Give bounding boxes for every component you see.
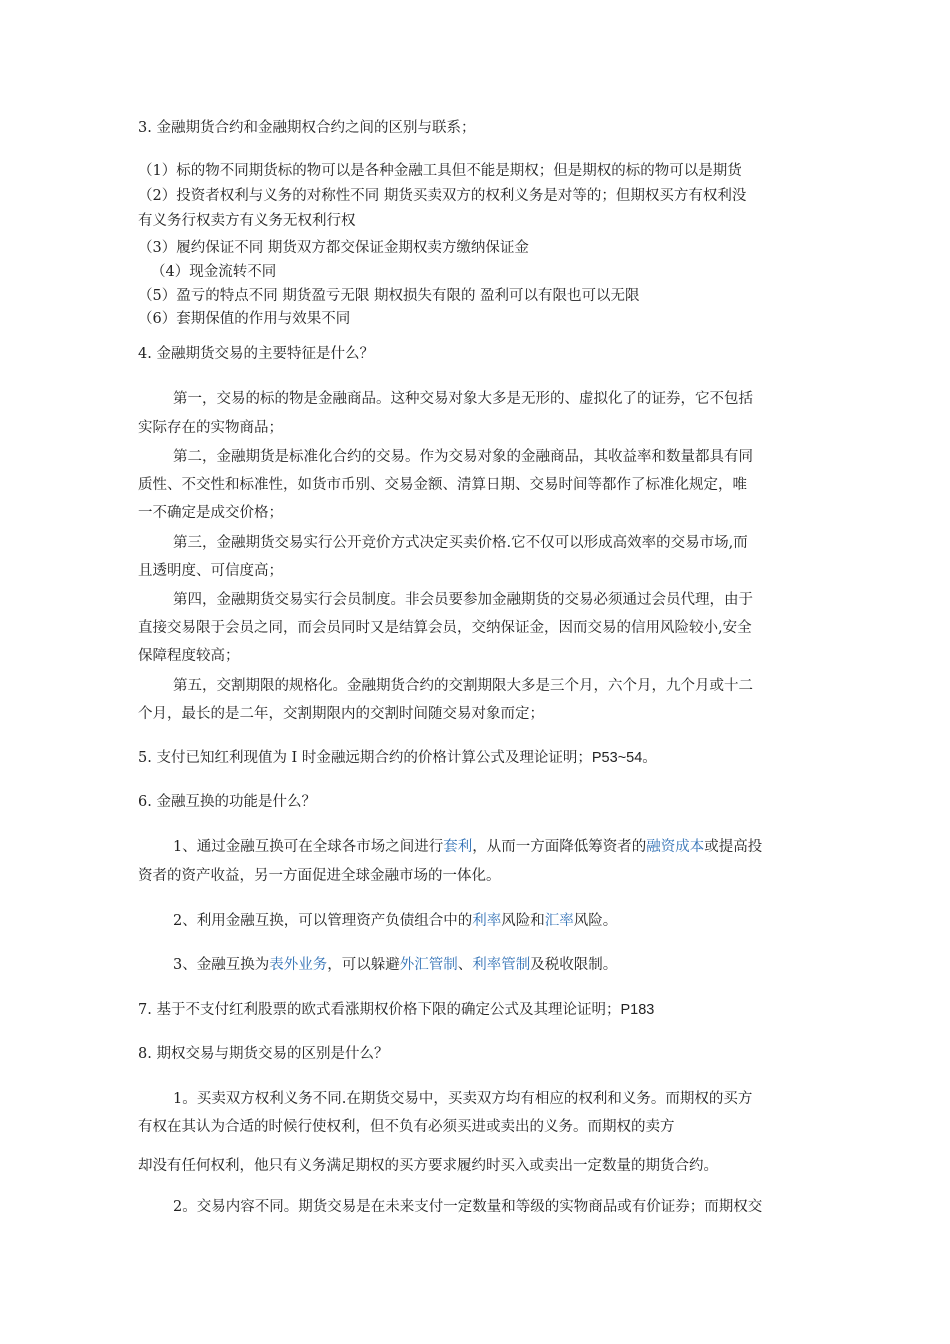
q4-line: 第三，金融期货交易实行公开竞价方式决定买卖价格.它不仅可以形成高效率的交易市场,而 xyxy=(173,535,748,551)
q4-line: 且透明度、可信度高； xyxy=(138,563,283,579)
question-3-title: 3. 金融期货合约和金融期权合约之间的区别与联系； xyxy=(138,120,476,136)
q6-p1-text: ，从而一方面降低筹资者的 xyxy=(472,839,647,855)
q7-text: 7. 基于不支付红利股票的欧式看涨期权价格下限的确定公式及其理论证明； xyxy=(138,1002,621,1018)
q6-p3-text: 及税收限制。 xyxy=(530,957,618,973)
q8-line: 却没有任何权利，他只有义务满足期权的买方要求履约时买入或卖出一定数量的期货合约。 xyxy=(138,1158,718,1174)
link-arbitrage[interactable]: 套利 xyxy=(443,839,473,855)
q4-line: 一不确定是成交价格； xyxy=(138,505,283,521)
q4-line: 保障程度较高； xyxy=(138,648,240,664)
q6-p2-text: 风险和 xyxy=(501,913,545,929)
link-exchange-rate[interactable]: 汇率 xyxy=(544,913,574,929)
q4-line: 实际存在的实物商品； xyxy=(138,420,283,436)
q3-line: （5）盈亏的特点不同 期货盈亏无限 期权损失有限的 盈利可以有限也可以无限 xyxy=(138,288,640,304)
q3-line: （6）套期保值的作用与效果不同 xyxy=(138,311,351,327)
q6-p1-text: 或提高投 xyxy=(704,839,763,855)
q3-line: （4）现金流转不同 xyxy=(151,264,277,280)
q5-text: 5. 支付已知红利现值为 I 时金融远期合约的价格计算公式及理论证明； xyxy=(138,750,592,766)
q8-line: 1。买卖双方权利义务不同.在期货交易中，买卖双方均有相应的权利和义务。而期权的买方 xyxy=(173,1091,753,1107)
q4-line: 质性、不交性和标准性，如货市币别、交易金额、清算日期、交易时间等都作了标准化规定，唯 xyxy=(138,477,747,493)
q8-line: 有权在其认为合适的时候行使权利，但不负有必须买进或卖出的义务。而期权的卖方 xyxy=(138,1119,675,1135)
q6-paragraph-1 xyxy=(173,837,762,857)
q7-page-ref: P183 xyxy=(620,1002,655,1018)
q3-line: 有义务行权卖方有义务无权利行权 xyxy=(138,213,356,229)
q3-line: （2）投资者权利与义务的对称性不同 期货买卖双方的权利义务是对等的；但期权买方有权利没 xyxy=(138,188,747,204)
q6-paragraph-2 xyxy=(173,911,617,931)
question-5-title xyxy=(138,748,657,768)
q4-line: 个月，最长的是二年，交割期限内的交割时间随交易对象而定； xyxy=(138,706,544,722)
q3-line: （3）履约保证不同 期货双方都交保证金期权卖方缴纳保证金 xyxy=(138,240,529,256)
q4-line: 第四，金融期货交易实行会员制度。非会员要参加金融期货的交易必须通过会员代理，由于 xyxy=(173,592,753,608)
question-8-title: 8. 期权交易与期货交易的区别是什么？ xyxy=(138,1046,389,1062)
q4-line: 第五，交割期限的规格化。金融期货合约的交割期限大多是三个月，六个月，九个月或十二 xyxy=(173,678,753,694)
q3-line: （1）标的物不同期货标的物可以是各种金融工具但不能是期权；但是期权的标的物可以是期货 xyxy=(138,163,742,179)
link-financing-cost[interactable]: 融资成本 xyxy=(646,839,705,855)
q6-p1-text: 1、通过金融互换可在全球各市场之间进行 xyxy=(173,839,444,855)
q6-p3-text: 、 xyxy=(457,957,473,973)
question-6-title: 6. 金融互换的功能是什么？ xyxy=(138,794,316,810)
q4-line: 第二，金融期货是标准化合约的交易。作为交易对象的金融商品，其收益率和数量都具有同 xyxy=(173,449,753,465)
q8-line: 2。交易内容不同。期货交易是在未来支付一定数量和等级的实物商品或有价证券；而期权交 xyxy=(173,1199,763,1215)
question-4-title: 4. 金融期货交易的主要特征是什么？ xyxy=(138,346,374,362)
q5-page-ref: P53~54。 xyxy=(591,750,657,766)
q4-line: 第一，交易的标的物是金融商品。这种交易对象大多是无形的、虚拟化了的证券，它不包括 xyxy=(173,391,753,407)
q6-p2-text: 风险。 xyxy=(573,913,618,929)
link-interest-rate[interactable]: 利率 xyxy=(472,913,502,929)
q6-paragraph-3 xyxy=(173,955,617,975)
q6-p3-text: 3、金融互换为 xyxy=(173,957,270,973)
link-interest-rate-control[interactable]: 利率管制 xyxy=(472,957,531,973)
link-foreign-exchange-control[interactable]: 外汇管制 xyxy=(399,957,458,973)
link-off-balance-business[interactable]: 表外业务 xyxy=(269,957,328,973)
q6-p1-line2: 资者的资产收益，另一方面促进全球金融市场的一体化。 xyxy=(138,868,501,884)
q6-p3-text: ，可以躲避 xyxy=(327,957,400,973)
q6-p2-text: 2、利用金融互换，可以管理资产负债组合中的 xyxy=(173,913,473,929)
question-7-title xyxy=(138,1000,654,1020)
q4-line: 直接交易限于会员之同，而会员同时又是结算会员，交纳保证金，因而交易的信用风险较小,安全 xyxy=(138,620,752,636)
